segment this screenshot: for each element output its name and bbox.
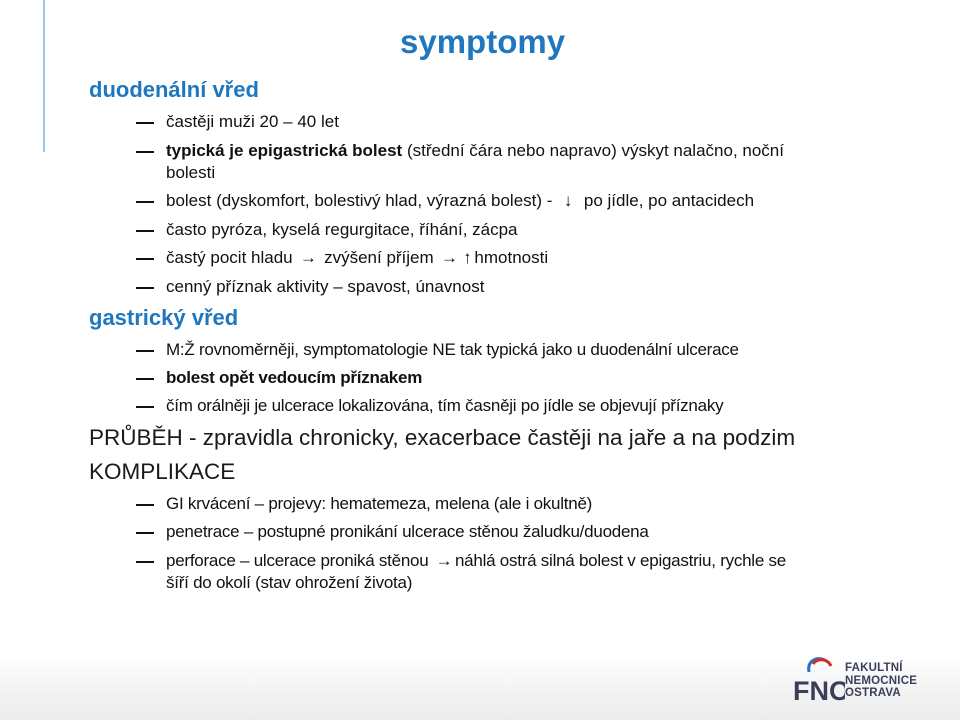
item-text-continued: bolesti	[166, 163, 216, 182]
dash-bullet	[136, 230, 154, 232]
course-text: PRŮBĚH - zpravidla chronicky, exacerbace častěji na jaře a na podzim	[89, 425, 796, 450]
list-item	[166, 219, 518, 241]
dash-bullet	[136, 201, 154, 203]
item-text: zvýšení příjem	[319, 248, 439, 267]
arrow-right-icon: →	[435, 551, 453, 570]
item-text: GI krvácení – projevy: hematemeza, melena (ale i okultně)	[166, 494, 593, 513]
logo-wordmark	[845, 662, 917, 700]
dash-bullet	[136, 258, 154, 260]
item-text: hmotnosti	[474, 248, 549, 267]
item-text: častý pocit hladu	[166, 248, 298, 267]
dash-bullet	[136, 378, 154, 380]
arrow-right-icon: →	[299, 248, 317, 267]
dash-bullet	[136, 504, 154, 506]
gastric-heading: gastrický vřed	[89, 305, 239, 330]
logo-line: FAKULTNÍ	[845, 662, 903, 674]
item-text: perforace – ulcerace proniká stěnou	[166, 551, 433, 570]
hospital-logo	[793, 652, 933, 708]
list-item	[166, 247, 548, 269]
list-item	[166, 395, 723, 417]
item-bold-text: typická je epigastrická bolest	[166, 141, 403, 160]
list-item	[166, 493, 592, 515]
item-text: cenný příznak aktivity – spavost, únavnost	[166, 277, 485, 296]
item-text: bolest (dyskomfort, bolestivý hlad, výrazná bolest) -	[166, 191, 558, 210]
item-text: často pyróza, kyselá regurgitace, říhání, zácpa	[166, 220, 518, 239]
logo-monogram: FNO	[793, 676, 845, 706]
slide-title: symptomy	[400, 23, 566, 60]
item-text: častěji muži 20 – 40 let	[166, 112, 339, 131]
item-bold-text: bolest opět vedoucím příznakem	[166, 368, 423, 387]
arrow-down-icon: ↓	[563, 191, 573, 210]
dash-bullet	[136, 406, 154, 408]
logo-line: OSTRAVA	[845, 687, 901, 699]
arrow-right-icon: →	[440, 248, 458, 267]
list-item	[166, 190, 754, 212]
item-text: čím orálněji je ulcerace lokalizována, tím časněji po jídle se objevují příznaky	[166, 396, 724, 415]
complications-heading: KOMPLIKACE	[89, 459, 236, 484]
item-text: (střední čára nebo napravo) výskyt nalačno, noční	[402, 141, 784, 160]
list-item	[166, 367, 422, 389]
dash-bullet	[136, 122, 154, 124]
dash-bullet	[136, 532, 154, 534]
dash-bullet	[136, 287, 154, 289]
dash-bullet	[136, 151, 154, 153]
logo-line: NEMOCNICE	[845, 674, 918, 687]
item-text: M:Ž rovnoměrněji, symptomatologie NE tak typická jako u duodenální ulcerace	[166, 340, 739, 359]
list-item	[166, 550, 786, 594]
decorative-vertical-bar	[43, 0, 45, 152]
list-item	[166, 140, 784, 184]
arrow-up-icon: ↑	[463, 248, 472, 267]
list-item	[166, 276, 484, 298]
item-text-continued: šíří do okolí (stav ohrožení života)	[166, 573, 413, 592]
list-item	[166, 521, 649, 543]
item-text: po jídle, po antacidech	[579, 191, 755, 210]
fno-monogram-icon	[793, 652, 845, 708]
dash-bullet	[136, 561, 154, 563]
item-text: penetrace – postupné pronikání ulcerace stěnou žaludku/duodena	[166, 522, 649, 541]
dash-bullet	[136, 350, 154, 352]
duodenal-heading: duodenální vřed	[89, 77, 259, 102]
list-item	[166, 339, 739, 361]
list-item	[166, 111, 339, 133]
item-text: náhlá ostrá silná bolest v epigastriu, rychle se	[454, 551, 786, 570]
